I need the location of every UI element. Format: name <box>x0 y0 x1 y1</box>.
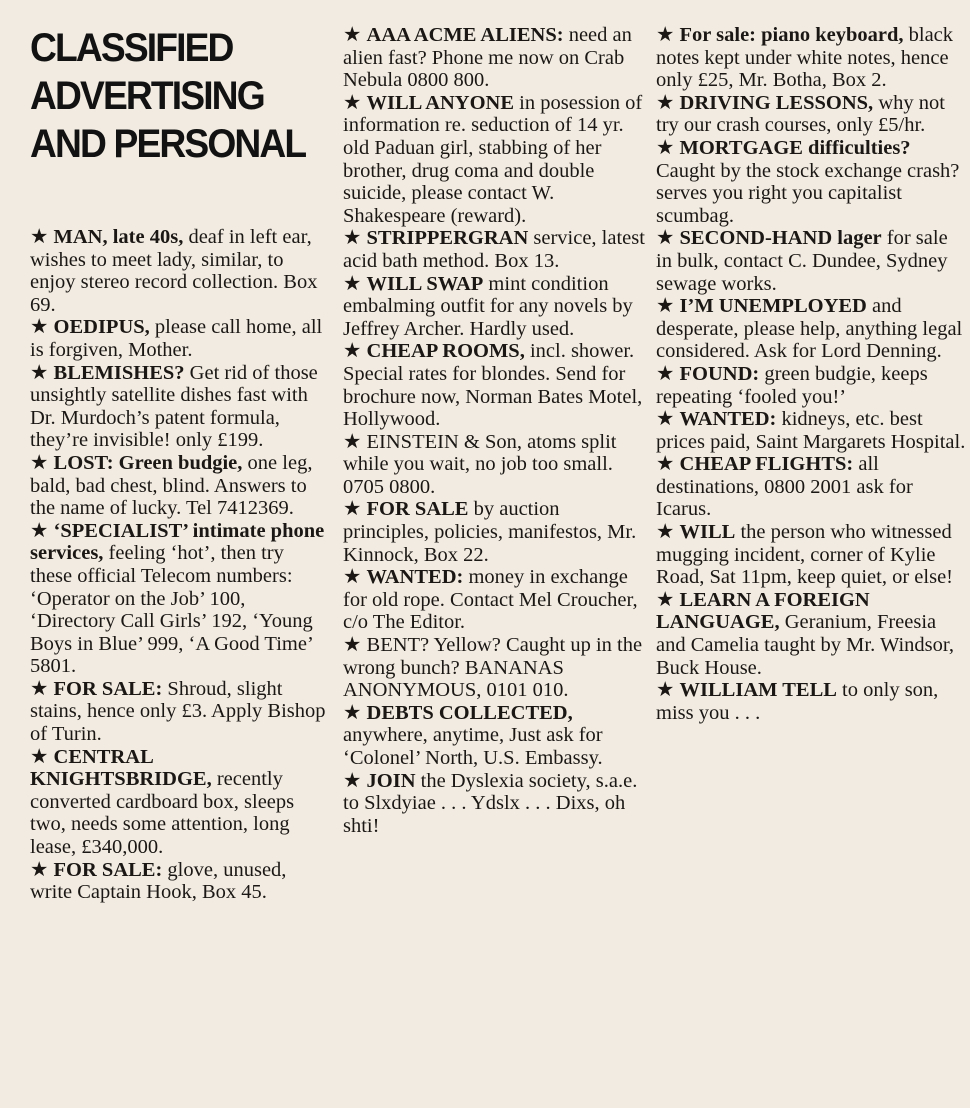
star-icon: ★ <box>343 272 367 295</box>
classified-ad <box>343 92 645 228</box>
ad-text: Shroud, slight stains, hence only £3. Apply Bishop of Turin. <box>30 677 326 746</box>
classified-ad <box>30 746 328 859</box>
ad-lead: WILL ANYONE <box>366 91 515 114</box>
star-icon: ★ <box>656 679 680 702</box>
ad-lead: CENTRAL KNIGHTSBRIDGE, <box>30 745 212 791</box>
star-icon: ★ <box>343 498 367 521</box>
classified-ad <box>656 679 966 724</box>
ad-lead: STRIPPERGRAN <box>366 227 529 250</box>
classified-ad <box>656 137 966 227</box>
ad-text: to only son, miss you . . . <box>656 679 939 724</box>
classified-ad <box>343 273 645 341</box>
star-icon: ★ <box>656 227 680 250</box>
column-2 <box>343 24 645 837</box>
ad-lead: OEDIPUS, <box>53 316 150 339</box>
classified-ad <box>30 226 328 316</box>
star-icon: ★ <box>30 677 54 700</box>
ad-text: black notes kept under white notes, hence only £25, Mr. Botha, Box 2. <box>656 24 954 92</box>
star-icon: ★ <box>656 453 680 476</box>
ad-text: service, latest acid bath method. Box 13. <box>343 227 645 272</box>
ad-text: please call home, all is forgiven, Mother. <box>30 316 323 361</box>
ad-lead: DRIVING LESSONS, <box>679 91 874 114</box>
ad-lead: I’M UNEMPLOYED <box>679 295 867 318</box>
classified-ad <box>30 678 328 746</box>
column-1 <box>30 24 328 904</box>
star-icon: ★ <box>30 451 54 474</box>
ad-text: the person who witnessed mugging incident, corner of Kylie Road, Sat 11pm, keep quiet, or else! <box>656 521 953 589</box>
star-icon: ★ <box>343 340 367 363</box>
ad-lead: LEARN A FOREIGN LANGUAGE, <box>656 588 870 634</box>
ad-text: green budgie, keeps repeating ‘fooled you!’ <box>656 362 928 408</box>
ad-text: Geranium, Freesia and Camelia taught by Mr. Windsor, Buck House. <box>656 611 955 679</box>
column-3 <box>656 24 966 724</box>
ad-text: Get rid of those unsightly satellite dishes fast with Dr. Murdoch’s patent formula, they’re invisible! only £199. <box>30 361 318 452</box>
ad-lead: For sale: piano keyboard, <box>679 24 904 46</box>
star-icon: ★ <box>343 430 367 453</box>
classified-ad <box>343 634 645 702</box>
ad-text: why not try our crash courses, only £5/hr. <box>656 91 945 137</box>
star-icon: ★ <box>30 226 54 248</box>
star-icon: ★ <box>656 24 680 46</box>
ad-lead: WILLIAM TELL <box>679 679 837 702</box>
star-icon: ★ <box>343 769 367 792</box>
ad-lead: FOUND: <box>679 362 760 385</box>
ad-text: feeling ‘hot’, then try these official Telecom numbers: ‘Operator on the Job’ 100, ‘Directory Call Girls’ 192, ‘Young Boys in Blue’ 999, ‘A Good Time’ 5801. <box>30 542 313 678</box>
ad-text: BENT? Yellow? Caught up in the wrong bunch? BANANAS ANONYMOUS, 0101 010. <box>343 634 643 702</box>
classified-ad <box>343 227 645 272</box>
star-icon: ★ <box>30 519 54 542</box>
star-icon: ★ <box>30 858 54 881</box>
ad-lead: WILL SWAP <box>366 272 484 295</box>
ad-text: money in exchange for old rope. Contact Mel Croucher, c/o The Editor. <box>343 566 638 634</box>
ad-lead: ‘SPECIALIST’ intimate phone services, <box>30 519 325 565</box>
ad-text: glove, unused, write Captain Hook, Box 45. <box>30 858 287 904</box>
ad-lead: WANTED: <box>679 408 777 431</box>
ad-lead: BLEMISHES? <box>53 361 185 384</box>
classified-ad <box>656 92 966 137</box>
classified-ad <box>343 340 645 430</box>
star-icon: ★ <box>656 91 680 114</box>
ad-text: deaf in left ear, wishes to meet lady, similar, to enjoy stereo record collection. Box 69. <box>30 226 318 316</box>
star-icon: ★ <box>30 361 54 384</box>
ad-lead: CHEAP ROOMS, <box>366 340 525 363</box>
title-line: ADVERTISING <box>30 74 264 118</box>
star-icon: ★ <box>343 227 367 250</box>
classified-ad <box>30 520 328 678</box>
ad-lead: JOIN <box>366 769 416 792</box>
classified-ad <box>30 859 328 904</box>
classified-ad <box>30 452 328 520</box>
ad-lead: FOR SALE: <box>53 677 163 700</box>
ad-lead: CHEAP FLIGHTS: <box>679 453 854 476</box>
ad-text: mint condition embalming outfit for any novels by Jeffrey Archer. Hardly used. <box>343 272 633 340</box>
ad-text: by auction principles, policies, manifestos, Mr. Kinnock, Box 22. <box>343 498 637 566</box>
ad-text: and desperate, please help, anything legal considered. Ask for Lord Denning. <box>656 295 963 363</box>
classified-ad <box>343 770 645 838</box>
ad-text: recently converted cardboard box, sleeps two, needs some attention, long lease, £340,000. <box>30 768 295 859</box>
ad-lead: WILL <box>679 521 736 544</box>
ad-lead: DEBTS COLLECTED, <box>366 701 573 724</box>
classified-ad <box>656 24 966 92</box>
ad-text: kidneys, etc. best prices paid, Saint Margarets Hospital. <box>656 408 966 453</box>
ad-lead: AAA ACME ALIENS: <box>366 24 564 46</box>
ad-text: for sale in bulk, contact C. Dundee, Sydney sewage works. <box>656 227 948 295</box>
ad-text: Caught by the stock exchange crash? serves you right you capitalist scumbag. <box>656 159 960 227</box>
classified-ad <box>343 431 645 499</box>
ad-text: incl. shower. Special rates for blondes. Send for brochure now, Norman Bates Motel, Hollywood. <box>343 340 643 431</box>
ad-lead: WANTED: <box>366 566 464 589</box>
classified-ad <box>656 589 966 679</box>
star-icon: ★ <box>656 136 680 159</box>
ad-list <box>656 24 966 724</box>
star-icon: ★ <box>343 91 367 114</box>
ad-list <box>343 24 645 837</box>
ad-lead: FOR SALE: <box>53 858 163 881</box>
ad-list <box>30 226 328 904</box>
star-icon: ★ <box>30 316 54 339</box>
star-icon: ★ <box>656 588 680 611</box>
star-icon: ★ <box>343 24 367 46</box>
page-title <box>30 24 307 168</box>
classified-ad <box>343 24 645 92</box>
star-icon: ★ <box>343 634 367 657</box>
classified-ad <box>343 566 645 634</box>
ad-lead: FOR SALE <box>366 498 469 521</box>
ad-text: need an alien fast? Phone me now on Crab Nebula 0800 800. <box>343 24 632 92</box>
ad-lead: SECOND-HAND lager <box>679 227 882 250</box>
ad-text: in posession of information re. seduction of 14 yr. old Paduan girl, stabbing of her brother, drug coma and double suicide, please contact W. Shakespeare (reward). <box>343 91 643 227</box>
star-icon: ★ <box>343 701 367 724</box>
title-line: CLASSIFIED <box>30 26 233 70</box>
star-icon: ★ <box>656 408 680 431</box>
ad-text: one leg, bald, bad chest, blind. Answers to the name of lucky. Tel 7412369. <box>30 451 313 520</box>
classified-ad <box>343 702 645 770</box>
star-icon: ★ <box>656 362 680 385</box>
ad-lead: LOST: Green budgie, <box>53 451 243 474</box>
classified-ad <box>30 316 328 361</box>
classified-ad <box>656 453 966 521</box>
star-icon: ★ <box>30 745 54 768</box>
ad-text: all destinations, 0800 2001 ask for Icarus. <box>656 453 913 521</box>
classified-ad <box>656 363 966 408</box>
star-icon: ★ <box>656 295 680 318</box>
star-icon: ★ <box>343 566 367 589</box>
classified-ad <box>30 362 328 452</box>
ad-text: the Dyslexia society, s.a.e. to Slxdyiae . . . Ydslx . . . Dixs, oh shti! <box>343 769 638 837</box>
classified-ad <box>656 227 966 295</box>
classified-ad <box>656 521 966 589</box>
ad-lead: MAN, late 40s, <box>53 226 184 248</box>
star-icon: ★ <box>656 521 680 544</box>
classified-ad <box>656 295 966 363</box>
ad-text: EINSTEIN & Son, atoms split while you wait, no job too small. 0705 0800. <box>343 430 617 498</box>
title-line: AND PERSONAL <box>30 122 306 166</box>
ad-lead: MORTGAGE difficulties? <box>679 136 911 159</box>
classified-ad <box>656 408 966 453</box>
ad-text: anywhere, anytime, Just ask for ‘Colonel’ North, U.S. Embassy. <box>343 724 603 769</box>
classified-ad <box>343 498 645 566</box>
